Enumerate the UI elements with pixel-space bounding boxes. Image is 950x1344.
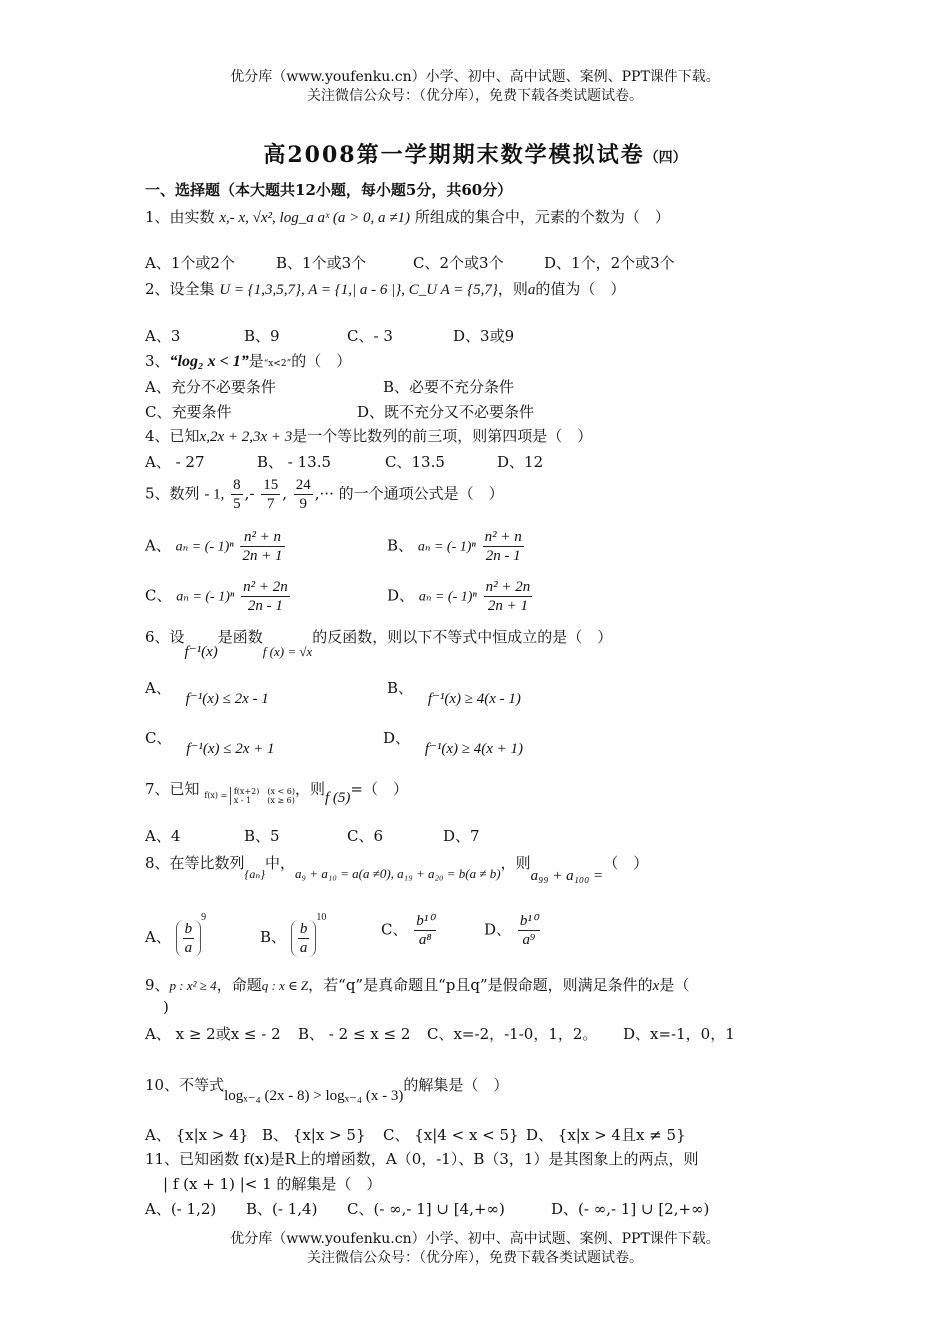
option-label: C、 xyxy=(381,920,408,939)
question-4-prefix: 4、已知 xyxy=(145,427,200,445)
option-fraction xyxy=(483,528,524,565)
question-9-math1: p : x² ≥ 4 xyxy=(169,978,217,993)
question-9-prefix: 9、 xyxy=(145,976,170,994)
fraction-numerator: n² + n xyxy=(240,528,284,547)
fraction-denominator: a xyxy=(184,939,193,956)
question-9-mid2: ，若“q”是真命题且“p且q”是假命题，则满足条件的 xyxy=(308,976,653,994)
question-2-math: U = {1,3,5,7}, A = {1,| a - 6 |}, C_U A = {5,7} xyxy=(219,282,498,298)
question-2-prefix: 2、设全集 xyxy=(145,280,215,298)
q2-option-d: D、3或9 xyxy=(453,327,515,345)
question-5-lead: - 1, xyxy=(204,486,225,503)
fraction-numerator: n² + 2n xyxy=(485,579,531,595)
question-8 xyxy=(145,852,649,884)
option-label: B、 xyxy=(260,928,287,946)
q6-option-c xyxy=(145,727,275,757)
page-title xyxy=(0,138,950,169)
question-8-math2: a₉ + a₁₀ = a(a ≠0), a₁₉ + a₂₀ = b(a ≠ b) xyxy=(295,866,501,881)
question-6 xyxy=(145,626,613,660)
option-label: B、 xyxy=(387,536,414,555)
option-lhs: aₙ = (- 1)ⁿ xyxy=(418,589,477,605)
fraction-denominator: a⁸ xyxy=(418,932,432,948)
q11-option-a: A、(- 1,2) xyxy=(145,1200,217,1218)
fraction-denominator: a⁹ xyxy=(522,932,536,948)
fraction-denominator: 2n - 1 xyxy=(485,548,521,564)
question-6-math2: f (x) = √x xyxy=(262,644,313,659)
question-1 xyxy=(145,206,670,227)
q7-option-b: B、5 xyxy=(244,827,280,845)
option-fraction xyxy=(241,578,290,615)
question-7-math: f (5) xyxy=(325,790,351,806)
question-10 xyxy=(145,1074,509,1104)
q10-option-c: C、 {x|4 < x < 5} xyxy=(383,1126,519,1144)
q7-option-d: D、7 xyxy=(443,827,480,845)
question-1-suffix: 所组成的集合中，元素的个数为（ ） xyxy=(414,208,670,226)
question-7-piecewise xyxy=(204,787,295,805)
option-paren xyxy=(176,920,202,957)
question-3-mid: 是 xyxy=(248,352,264,370)
q5-option-b xyxy=(387,528,526,565)
q7-option-a: A、4 xyxy=(145,827,181,845)
question-9-math2: q : x ∈ Z xyxy=(261,978,309,993)
q3-option-d: D、既不充分又不必要条件 xyxy=(357,403,535,421)
title-suffix: （四） xyxy=(644,150,687,166)
footer-line-2: 关注微信公众号：（优分库），免费下载各类试题试卷。 xyxy=(307,1250,643,1266)
fraction-denominator: 2n + 1 xyxy=(242,548,283,564)
question-5-suffix: 的一个通项公式是（ ） xyxy=(338,484,504,503)
footer-line-1: 优分库（www.youfenku.cn）小学、初中、高中试题、案例、PPT课件下载。 xyxy=(230,1231,720,1247)
fraction-denominator: a xyxy=(299,939,308,956)
question-5-prefix: 5、数列 xyxy=(145,484,200,503)
option-paren xyxy=(291,920,317,957)
question-8-mid: 中， xyxy=(265,854,296,872)
q4-option-d: D、12 xyxy=(497,453,544,471)
question-7 xyxy=(145,778,408,806)
question-8-suffix: （ ） xyxy=(603,854,649,872)
fraction-numerator: b¹⁰ xyxy=(416,913,435,929)
fraction-numerator: b xyxy=(299,920,308,937)
fraction-numerator: 8 xyxy=(233,477,241,493)
question-9-continuation: ) xyxy=(163,998,169,1016)
q8-option-d xyxy=(484,912,542,949)
q11-option-b: B、(- 1,4) xyxy=(246,1200,318,1218)
q5-option-a xyxy=(145,528,287,565)
q5-option-c xyxy=(145,578,292,615)
option-fraction xyxy=(240,528,284,565)
q11-option-c: C、(- ∞,- 1] ∪ [4,+∞) xyxy=(347,1200,505,1218)
question-4-suffix: 是一个等比数列的前三项，则第四项是（ ） xyxy=(292,427,593,445)
q1-option-d: D、1个，2个或3个 xyxy=(544,254,675,272)
title-main: 高2008第一学期期末数学模拟试卷 xyxy=(263,142,645,168)
header-line-2: 关注微信公众号：（优分库），免费下载各类试题试卷。 xyxy=(307,88,643,104)
question-11-line-1: 11、已知函数 f(x)是R上的增函数，A（0，-1）、B（3，1）是其图象上的两点，则 xyxy=(145,1150,699,1168)
question-1-prefix: 1、由实数 xyxy=(145,208,215,226)
q7-option-c: C、6 xyxy=(347,827,384,845)
question-6-suffix: 的反函数，则以下不等式中恒成立的是（ ） xyxy=(312,628,613,646)
question-3-prefix: 3、 xyxy=(145,352,170,370)
q10-option-a: A、 {x|x > 4} xyxy=(145,1126,249,1144)
question-5: 5、数列 - 1, $\frac{8}{5}$ ,- $\frac{15}{7}$ , $\frac{24}{9}$ ,··· 的一个通项公式是（ ） xyxy=(145,477,504,512)
question-7-suffix: =（ ） xyxy=(350,780,408,798)
option-label: C、 xyxy=(145,729,172,747)
question-8-mid2: ，则 xyxy=(500,854,531,872)
fraction-numerator: b xyxy=(184,920,193,937)
question-2-suffix: ，则 xyxy=(497,280,528,298)
question-10-prefix: 10、不等式 xyxy=(145,1076,225,1094)
option-exponent: 9 xyxy=(201,912,207,923)
option-label: A、 xyxy=(145,536,171,555)
question-9-mid: ，命题 xyxy=(216,976,262,994)
question-9-suffix: 是（ xyxy=(659,976,690,994)
question-8-math3: a₉₉ + a₁₀₀ = xyxy=(530,868,604,884)
q6-option-a xyxy=(145,677,269,707)
question-3 xyxy=(145,350,351,371)
q2-option-a: A、3 xyxy=(145,327,181,345)
q11-option-d: D、(- ∞,- 1] ∪ [2,+∞) xyxy=(551,1200,710,1218)
option-lhs: aₙ = (- 1)ⁿ xyxy=(417,539,476,555)
option-lhs: aₙ = (- 1)ⁿ xyxy=(176,589,235,605)
option-label: D、 xyxy=(383,729,411,747)
fraction-numerator: n² + 2n xyxy=(243,579,288,595)
q9-option-b: B、 - 2 ≤ x ≤ 2 xyxy=(298,1025,411,1043)
q3-option-a: A、充分不必要条件 xyxy=(145,378,276,396)
option-lhs: aₙ = (- 1)ⁿ xyxy=(175,539,234,555)
q8-option-a xyxy=(145,912,206,957)
fraction-denominator: 2n - 1 xyxy=(247,598,283,614)
question-8-math1: {aₙ} xyxy=(244,867,266,881)
fraction-denominator: 9 xyxy=(299,496,308,512)
option-label: A、 xyxy=(145,928,171,946)
fraction-numerator: 15 xyxy=(263,477,279,493)
q2-option-c: C、- 3 xyxy=(347,327,393,345)
question-2-var: a xyxy=(527,282,536,298)
option-fraction xyxy=(484,578,533,615)
q6-option-d xyxy=(383,727,524,757)
question-2 xyxy=(145,278,625,299)
header-line-1: 优分库（www.youfenku.cn）小学、初中、高中试题、案例、PPT课件下载。 xyxy=(230,69,720,85)
q4-option-b: B、 - 13.5 xyxy=(257,453,332,471)
question-1-math: x,- x, √x², log_a aˣ (a > 0, a ≠1) xyxy=(219,210,411,226)
option-label: C、 xyxy=(145,586,172,605)
fraction-numerator: 24 xyxy=(295,477,311,493)
question-6-prefix: 6、设 xyxy=(145,628,185,646)
piecewise-case-1: f(x+2) (x < 6) xyxy=(233,787,295,796)
option-exponent: 10 xyxy=(316,912,327,923)
piecewise-brace xyxy=(230,787,295,805)
q1-option-a: A、1个或2个 xyxy=(145,254,235,272)
option-fraction xyxy=(518,912,540,949)
q3-option-c: C、充要条件 xyxy=(145,403,232,421)
question-4-math: x,2x + 2,3x + 3 xyxy=(199,429,293,445)
question-3-suffix: 的（ ） xyxy=(291,352,352,370)
q9-option-c: C、x=-2，-1-0，1，2。 xyxy=(427,1025,598,1043)
q8-option-b xyxy=(260,912,326,957)
question-11-line-2: | f (x + 1) |< 1 的解集是（ ） xyxy=(163,1175,382,1193)
q8-option-c xyxy=(381,912,438,949)
question-9-var: x xyxy=(652,978,660,994)
q10-option-d: D、 {x|x > 4且x ≠ 5} xyxy=(526,1126,686,1144)
option-fraction xyxy=(298,920,310,957)
fraction-denominator: 7 xyxy=(266,496,275,512)
option-math: f⁻¹(x) ≤ 2x + 1 xyxy=(186,741,275,757)
q9-option-a: A、 x ≥ 2或x ≤ - 2 xyxy=(145,1025,281,1043)
question-8-prefix: 8、在等比数列 xyxy=(145,854,245,872)
section-heading: 一、选择题（本大题共12小题，每小题5分，共60分） xyxy=(145,181,513,199)
question-9 xyxy=(145,974,689,995)
piecewise-case-2: x - 1 (x ≥ 6) xyxy=(233,796,295,805)
question-7-prefix: 7、已知 xyxy=(145,780,200,798)
piecewise-lhs: f(x) = xyxy=(204,791,228,800)
question-7-mid: ，则 xyxy=(294,780,325,798)
question-2-suffix2: 的值为（ ） xyxy=(535,280,626,298)
option-math: f⁻¹(x) ≥ 4(x - 1) xyxy=(427,691,521,707)
q4-option-a: A、 - 27 xyxy=(145,453,205,471)
option-label: A、 xyxy=(145,679,171,697)
option-label: B、 xyxy=(387,679,414,697)
option-fraction xyxy=(414,912,436,949)
q5-option-d xyxy=(387,578,534,615)
option-label: D、 xyxy=(387,586,415,605)
question-3-small: “x<2” xyxy=(263,359,292,369)
question-5-fraction-1 xyxy=(231,476,243,513)
fraction-numerator: b¹⁰ xyxy=(519,913,538,929)
question-6-mid: 是函数 xyxy=(217,628,263,646)
question-4 xyxy=(145,425,592,446)
q4-option-c: C、13.5 xyxy=(385,453,445,471)
option-math: f⁻¹(x) ≥ 4(x + 1) xyxy=(424,741,524,757)
q3-option-b: B、必要不充分条件 xyxy=(383,378,515,396)
question-5-fraction-3 xyxy=(294,476,313,513)
fraction-numerator: n² + n xyxy=(484,529,522,545)
option-label: D、 xyxy=(484,920,512,939)
question-6-math1: f⁻¹(x) xyxy=(184,644,218,660)
question-10-suffix: 的解集是（ ） xyxy=(403,1076,509,1094)
q2-option-b: B、9 xyxy=(244,327,280,345)
q9-option-d: D、x=-1，0，1 xyxy=(623,1025,735,1043)
fraction-denominator: 2n + 1 xyxy=(487,598,528,614)
option-math: f⁻¹(x) ≤ 2x - 1 xyxy=(185,691,269,707)
option-fraction xyxy=(183,920,195,957)
q10-option-b: B、 {x|x > 5} xyxy=(262,1126,366,1144)
fraction-denominator: 5 xyxy=(233,496,241,512)
question-5-fraction-2 xyxy=(261,476,280,513)
q1-option-c: C、2个或3个 xyxy=(413,254,504,272)
question-3-math: “log₂ x < 1” xyxy=(169,353,249,370)
q1-option-b: B、1个或3个 xyxy=(276,254,367,272)
q6-option-b xyxy=(387,677,521,707)
question-10-math: logₓ₋₄ (2x - 8) > logₓ₋₄ (x - 3) xyxy=(224,1088,404,1104)
